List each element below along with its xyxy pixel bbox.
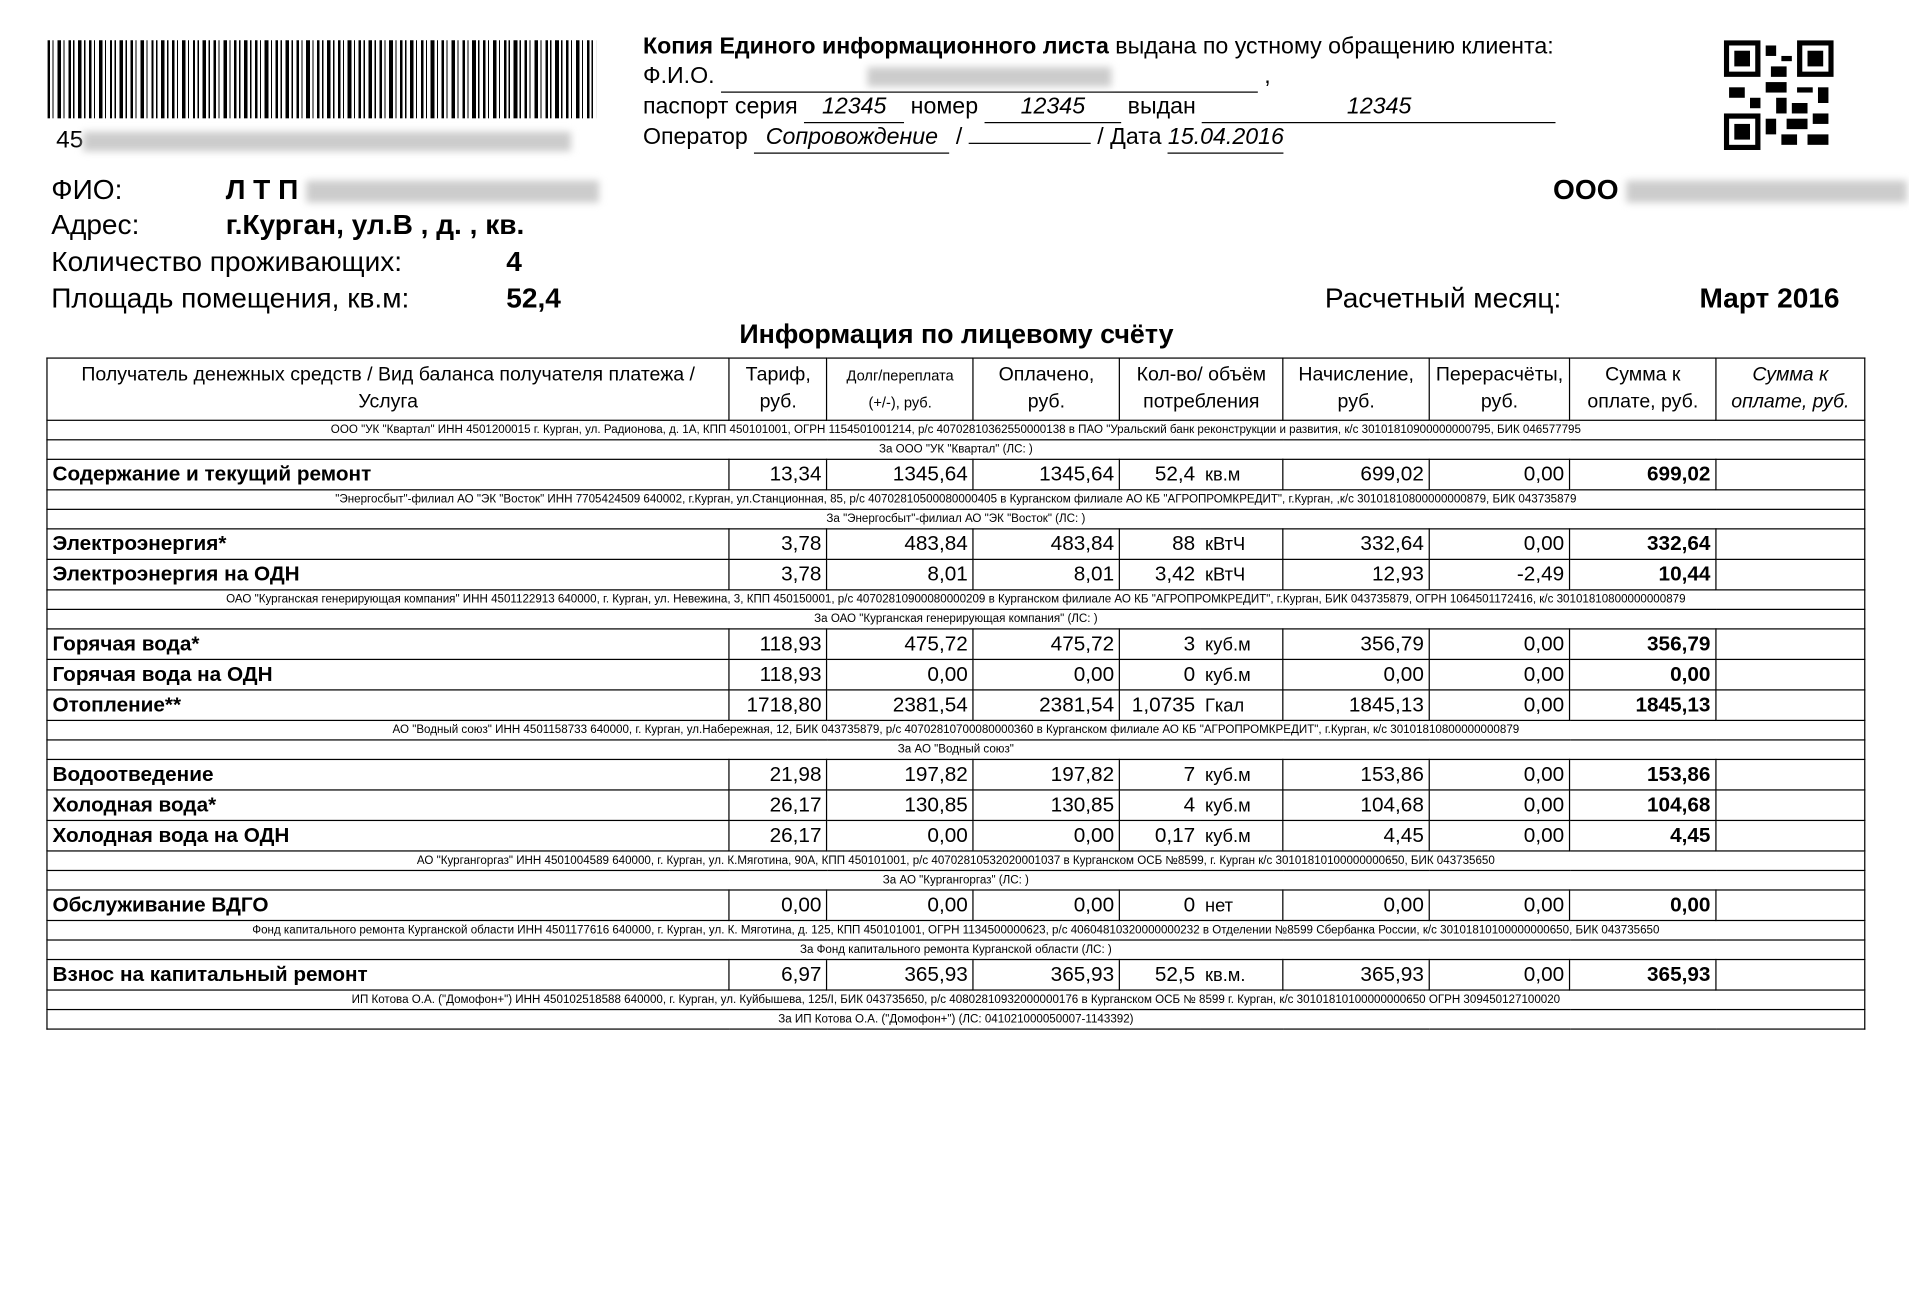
service-row [47, 559, 1865, 590]
col-accrual: Начисление, руб. [1283, 358, 1429, 420]
recipient-text: АО "Кургангоргаз" ИНН 4501004589 640000, г. Курган, ул. К.Мяготина, 90А, КПП 450101001, р/с 40702810532020001037 в Курганском ОСБ №8599, г. Курган к/с 30101810100000000650, БИК 043735650 [47, 851, 1865, 871]
service-name: Холодная вода* [47, 790, 729, 821]
col-qty: Кол-во/ объём потребления [1120, 358, 1283, 420]
tariff-cell: 118,93 [729, 659, 827, 690]
service-name: Электроэнергия* [47, 529, 729, 560]
copy-header: Копия Единого информационного листа выдана по устному обращению клиента: Ф.И.О. , паспорт серия 12345 номер 12345 выдан 12345 Оператор Сопровождение / / Дата 15.04.2016 [643, 33, 1556, 154]
total-cell: 332,64 [1570, 529, 1716, 560]
passport-number: 12345 [985, 93, 1122, 124]
recipient-row [47, 851, 1865, 871]
extra-total-cell [1716, 820, 1865, 851]
residents-value: 4 [506, 245, 522, 277]
debt-cell: 2381,54 [827, 690, 973, 721]
service-name: Взнос на капитальный ремонт [47, 960, 729, 991]
qty-cell: 0,17 [1120, 820, 1201, 851]
residents-label: Количество проживающих: [51, 245, 403, 277]
debt-cell: 197,82 [827, 759, 973, 790]
service-row [47, 459, 1865, 490]
debt-cell: 8,01 [827, 559, 973, 590]
extra-total-cell [1716, 890, 1865, 921]
tariff-cell: 0,00 [729, 890, 827, 921]
recipient-text: За АО "Кургангоргаз" (ЛС: ) [47, 870, 1865, 890]
service-row [47, 759, 1865, 790]
recipient-text: За ОАО "Курганская генерирующая компания" (ЛС: ) [47, 609, 1865, 629]
accrual-cell: 356,79 [1283, 629, 1429, 660]
tariff-cell: 13,34 [729, 459, 827, 490]
recipient-text: ООО "УК "Квартал" ИНН 4501200015 г. Курган, ул. Радионова, д. 1А, КПП 450101001, ОГРН 1154501001214, р/с 40702810362550000138 в ПАО "Уральский банк реконструкции и развития, к/с 30101810900000000795, БИК 046577795 [47, 420, 1865, 440]
extra-total-cell [1716, 559, 1865, 590]
recipient-row [47, 920, 1865, 940]
recipient-row [47, 1010, 1865, 1030]
service-row [47, 629, 1865, 660]
service-name: Горячая вода* [47, 629, 729, 660]
recalc-cell: 0,00 [1429, 629, 1569, 660]
qty-cell: 3,42 [1120, 559, 1201, 590]
unit-cell: Гкал [1200, 690, 1283, 721]
col-recipient: Получатель денежных средств / Вид баланса получателя платежа / Услуга [47, 358, 729, 420]
area-value: 52,4 [506, 281, 561, 314]
service-row [47, 659, 1865, 690]
service-name: Содержание и текущий ремонт [47, 459, 729, 490]
recipient-text: ИП Котова О.А. ("Домофон+") ИНН 450102518588 640000, г. Курган, ул. Куйбышева, 125/I, БИК 043735650, р/с 40802810932000000176 в Курганском ОСБ № 8599 г. Курган, к/с 30101810100000000650 ОГРН 309450127100020 [47, 990, 1865, 1010]
tariff-cell: 118,93 [729, 629, 827, 660]
recipient-text: За АО "Водный союз" [47, 740, 1865, 760]
recipient-row [47, 870, 1865, 890]
recipient-text: Фонд капитального ремонта Курганской области ИНН 4501177616 640000, г. Курган, ул. К. Мяготина, д. 125, КПП 450101001, ОГРН 1134500000623, р/с 40604810320000000232 в Отделении №8599 Сбербанка России, к/с 30101810100000000650, БИК 043735650 [47, 920, 1865, 940]
accrual-cell: 365,93 [1283, 960, 1429, 991]
recalc-cell: 0,00 [1429, 659, 1569, 690]
page-title: Информация по лицевому счёту [739, 318, 1174, 349]
tariff-cell: 3,78 [729, 559, 827, 590]
total-cell: 356,79 [1570, 629, 1716, 660]
col-total-italic: Сумма к оплате, руб. [1716, 358, 1865, 420]
recipient-text: За ООО "УК "Квартал" (ЛС: ) [47, 440, 1865, 460]
recipient-text: За ИП Котова О.А. ("Домофон+") (ЛС: 041021000050007-1143392) [47, 1010, 1865, 1030]
recipient-row [47, 440, 1865, 460]
debt-cell: 483,84 [827, 529, 973, 560]
recalc-cell: 0,00 [1429, 690, 1569, 721]
month-value: Март 2016 [1699, 281, 1840, 314]
unit-cell: куб.м [1200, 820, 1283, 851]
recipient-row [47, 509, 1865, 529]
paid-cell: 475,72 [973, 629, 1119, 660]
unit-cell: кв.м. [1200, 960, 1283, 991]
recalc-cell: 0,00 [1429, 890, 1569, 921]
fio-label: ФИО: [51, 173, 123, 205]
service-name: Водоотведение [47, 759, 729, 790]
recipient-row [47, 940, 1865, 960]
barcode [48, 40, 597, 118]
paid-cell: 483,84 [973, 529, 1119, 560]
recipient-text: АО "Водный союз" ИНН 4501158733 640000, г. Курган, ул.Набережная, 12, БИК 043735879, р/с 40702810700080000360 в Курганском филиале АО КБ "АГРОПРОМКРЕДИТ", г.Курган, к/с 30101810800000000879 [47, 720, 1865, 740]
paid-cell: 0,00 [973, 890, 1119, 921]
tariff-cell: 26,17 [729, 820, 827, 851]
total-cell: 0,00 [1570, 890, 1716, 921]
service-name: Обслуживание ВДГО [47, 890, 729, 921]
account-table [46, 357, 1865, 1029]
qty-cell: 52,5 [1120, 960, 1201, 991]
recipient-row [47, 490, 1865, 510]
extra-total-cell [1716, 790, 1865, 821]
total-cell: 699,02 [1570, 459, 1716, 490]
fio-value: Л Т П [226, 173, 599, 206]
recipient-row [47, 740, 1865, 760]
address-label: Адрес: [51, 208, 140, 241]
debt-cell: 0,00 [827, 659, 973, 690]
recipient-row [47, 609, 1865, 629]
unit-cell: кв.м [1200, 459, 1283, 490]
unit-cell: куб.м [1200, 629, 1283, 660]
unit-cell: нет [1200, 890, 1283, 921]
service-name: Горячая вода на ОДН [47, 659, 729, 690]
extra-total-cell [1716, 960, 1865, 991]
passport-series: 12345 [804, 93, 904, 124]
month-label: Расчетный месяц: [1324, 281, 1562, 314]
debt-cell: 475,72 [827, 629, 973, 660]
service-row [47, 690, 1865, 721]
total-cell: 10,44 [1570, 559, 1716, 590]
barcode-number: 45 [56, 127, 571, 155]
accrual-cell: 1845,13 [1283, 690, 1429, 721]
extra-total-cell [1716, 529, 1865, 560]
service-name: Отопление** [47, 690, 729, 721]
recipient-text: За "Энергосбыт"-филиал АО "ЭК "Восток" (ЛС: ) [47, 509, 1865, 529]
paid-cell: 365,93 [973, 960, 1119, 991]
service-row [47, 960, 1865, 991]
recipient-text: За Фонд капитального ремонта Курганской области (ЛС: ) [47, 940, 1865, 960]
extra-total-cell [1716, 659, 1865, 690]
recipient-row [47, 720, 1865, 740]
qty-cell: 52,4 [1120, 459, 1201, 490]
paid-cell: 0,00 [973, 659, 1119, 690]
table-header [47, 358, 1865, 420]
unit-cell: куб.м [1200, 659, 1283, 690]
operator-value: Сопровождение [754, 123, 949, 154]
accrual-cell: 153,86 [1283, 759, 1429, 790]
copy-title: Копия Единого информационного листа [642, 34, 1109, 60]
recipient-row [47, 590, 1865, 610]
paid-cell: 197,82 [973, 759, 1119, 790]
paid-cell: 1345,64 [973, 459, 1119, 490]
recalc-cell: 0,00 [1429, 529, 1569, 560]
qty-cell: 0 [1120, 659, 1201, 690]
passport-issued: 12345 [1202, 93, 1556, 124]
qty-cell: 1,0735 [1120, 690, 1201, 721]
address-value: г.Курган, ул.В , д. , кв. [225, 208, 525, 241]
recalc-cell: 0,00 [1429, 459, 1569, 490]
extra-total-cell [1716, 690, 1865, 721]
extra-total-cell [1716, 629, 1865, 660]
total-cell: 0,00 [1570, 659, 1716, 690]
qty-cell: 4 [1120, 790, 1201, 821]
debt-cell: 0,00 [827, 890, 973, 921]
accrual-cell: 0,00 [1283, 659, 1429, 690]
tariff-cell: 21,98 [729, 759, 827, 790]
qr-code [1724, 40, 1834, 150]
qty-cell: 0 [1120, 890, 1201, 921]
extra-total-cell [1716, 459, 1865, 490]
unit-cell: куб.м [1200, 790, 1283, 821]
col-total: Сумма к оплате, руб. [1570, 358, 1716, 420]
tariff-cell: 3,78 [729, 529, 827, 560]
paid-cell: 130,85 [973, 790, 1119, 821]
unit-cell: кВтЧ [1200, 529, 1283, 560]
qty-cell: 3 [1120, 629, 1201, 660]
debt-cell: 130,85 [827, 790, 973, 821]
unit-cell: кВтЧ [1200, 559, 1283, 590]
paid-cell: 8,01 [973, 559, 1119, 590]
col-recalc: Перерасчёты, руб. [1429, 358, 1569, 420]
recipient-row [47, 420, 1865, 440]
accrual-cell: 4,45 [1283, 820, 1429, 851]
recalc-cell: -2,49 [1429, 559, 1569, 590]
accrual-cell: 332,64 [1283, 529, 1429, 560]
debt-cell: 365,93 [827, 960, 973, 991]
service-row [47, 890, 1865, 921]
recalc-cell: 0,00 [1429, 790, 1569, 821]
service-name: Холодная вода на ОДН [47, 820, 729, 851]
service-row [47, 529, 1865, 560]
debt-cell: 1345,64 [827, 459, 973, 490]
col-tariff: Тариф, руб. [729, 358, 827, 420]
paid-cell: 2381,54 [973, 690, 1119, 721]
tariff-cell: 26,17 [729, 790, 827, 821]
extra-total-cell [1716, 759, 1865, 790]
service-name: Электроэнергия на ОДН [47, 559, 729, 590]
qty-cell: 7 [1120, 759, 1201, 790]
accrual-cell: 0,00 [1283, 890, 1429, 921]
unit-cell: куб.м [1200, 759, 1283, 790]
tariff-cell: 6,97 [729, 960, 827, 991]
company-name: ООО [1553, 173, 1907, 206]
paid-cell: 0,00 [973, 820, 1119, 851]
service-row [47, 820, 1865, 851]
recalc-cell: 0,00 [1429, 820, 1569, 851]
total-cell: 104,68 [1570, 790, 1716, 821]
recipient-text: "Энергосбыт"-филиал АО "ЭК "Восток" ИНН 7705424509 640002, г.Курган, ул.Станционная, 85, р/с 40702810500080000405 в Курганском филиале АО КБ "АГРОПРОМКРЕДИТ", г.Курган, ,к/с 30101810800000000879, БИК 043735879 [47, 490, 1865, 510]
total-cell: 1845,13 [1570, 690, 1716, 721]
recipient-text: ОАО "Курганская генерирующая компания" ИНН 4501122913 640000, г. Курган, ул. Невежина, 3, КПП 450150001, р/с 40702810900080000209 в Курганском филиале АО КБ "АГРОПРОМКРЕДИТ", г.Курган, БИК 043735879, ОГРН 1064501172416, к/с 30101810800000000879 [47, 590, 1865, 610]
total-cell: 4,45 [1570, 820, 1716, 851]
area-label: Площадь помещения, кв.м: [51, 281, 410, 314]
accrual-cell: 699,02 [1283, 459, 1429, 490]
accrual-cell: 12,93 [1283, 559, 1429, 590]
tariff-cell: 1718,80 [729, 690, 827, 721]
col-debt: Долг/переплата (+/-), руб. [827, 358, 973, 420]
service-row [47, 790, 1865, 821]
recalc-cell: 0,00 [1429, 960, 1569, 991]
accrual-cell: 104,68 [1283, 790, 1429, 821]
total-cell: 153,86 [1570, 759, 1716, 790]
recipient-row [47, 990, 1865, 1010]
debt-cell: 0,00 [827, 820, 973, 851]
total-cell: 365,93 [1570, 960, 1716, 991]
recalc-cell: 0,00 [1429, 759, 1569, 790]
col-paid: Оплачено, руб. [973, 358, 1119, 420]
qty-cell: 88 [1120, 529, 1201, 560]
date-value: 15.04.2016 [1168, 123, 1284, 154]
